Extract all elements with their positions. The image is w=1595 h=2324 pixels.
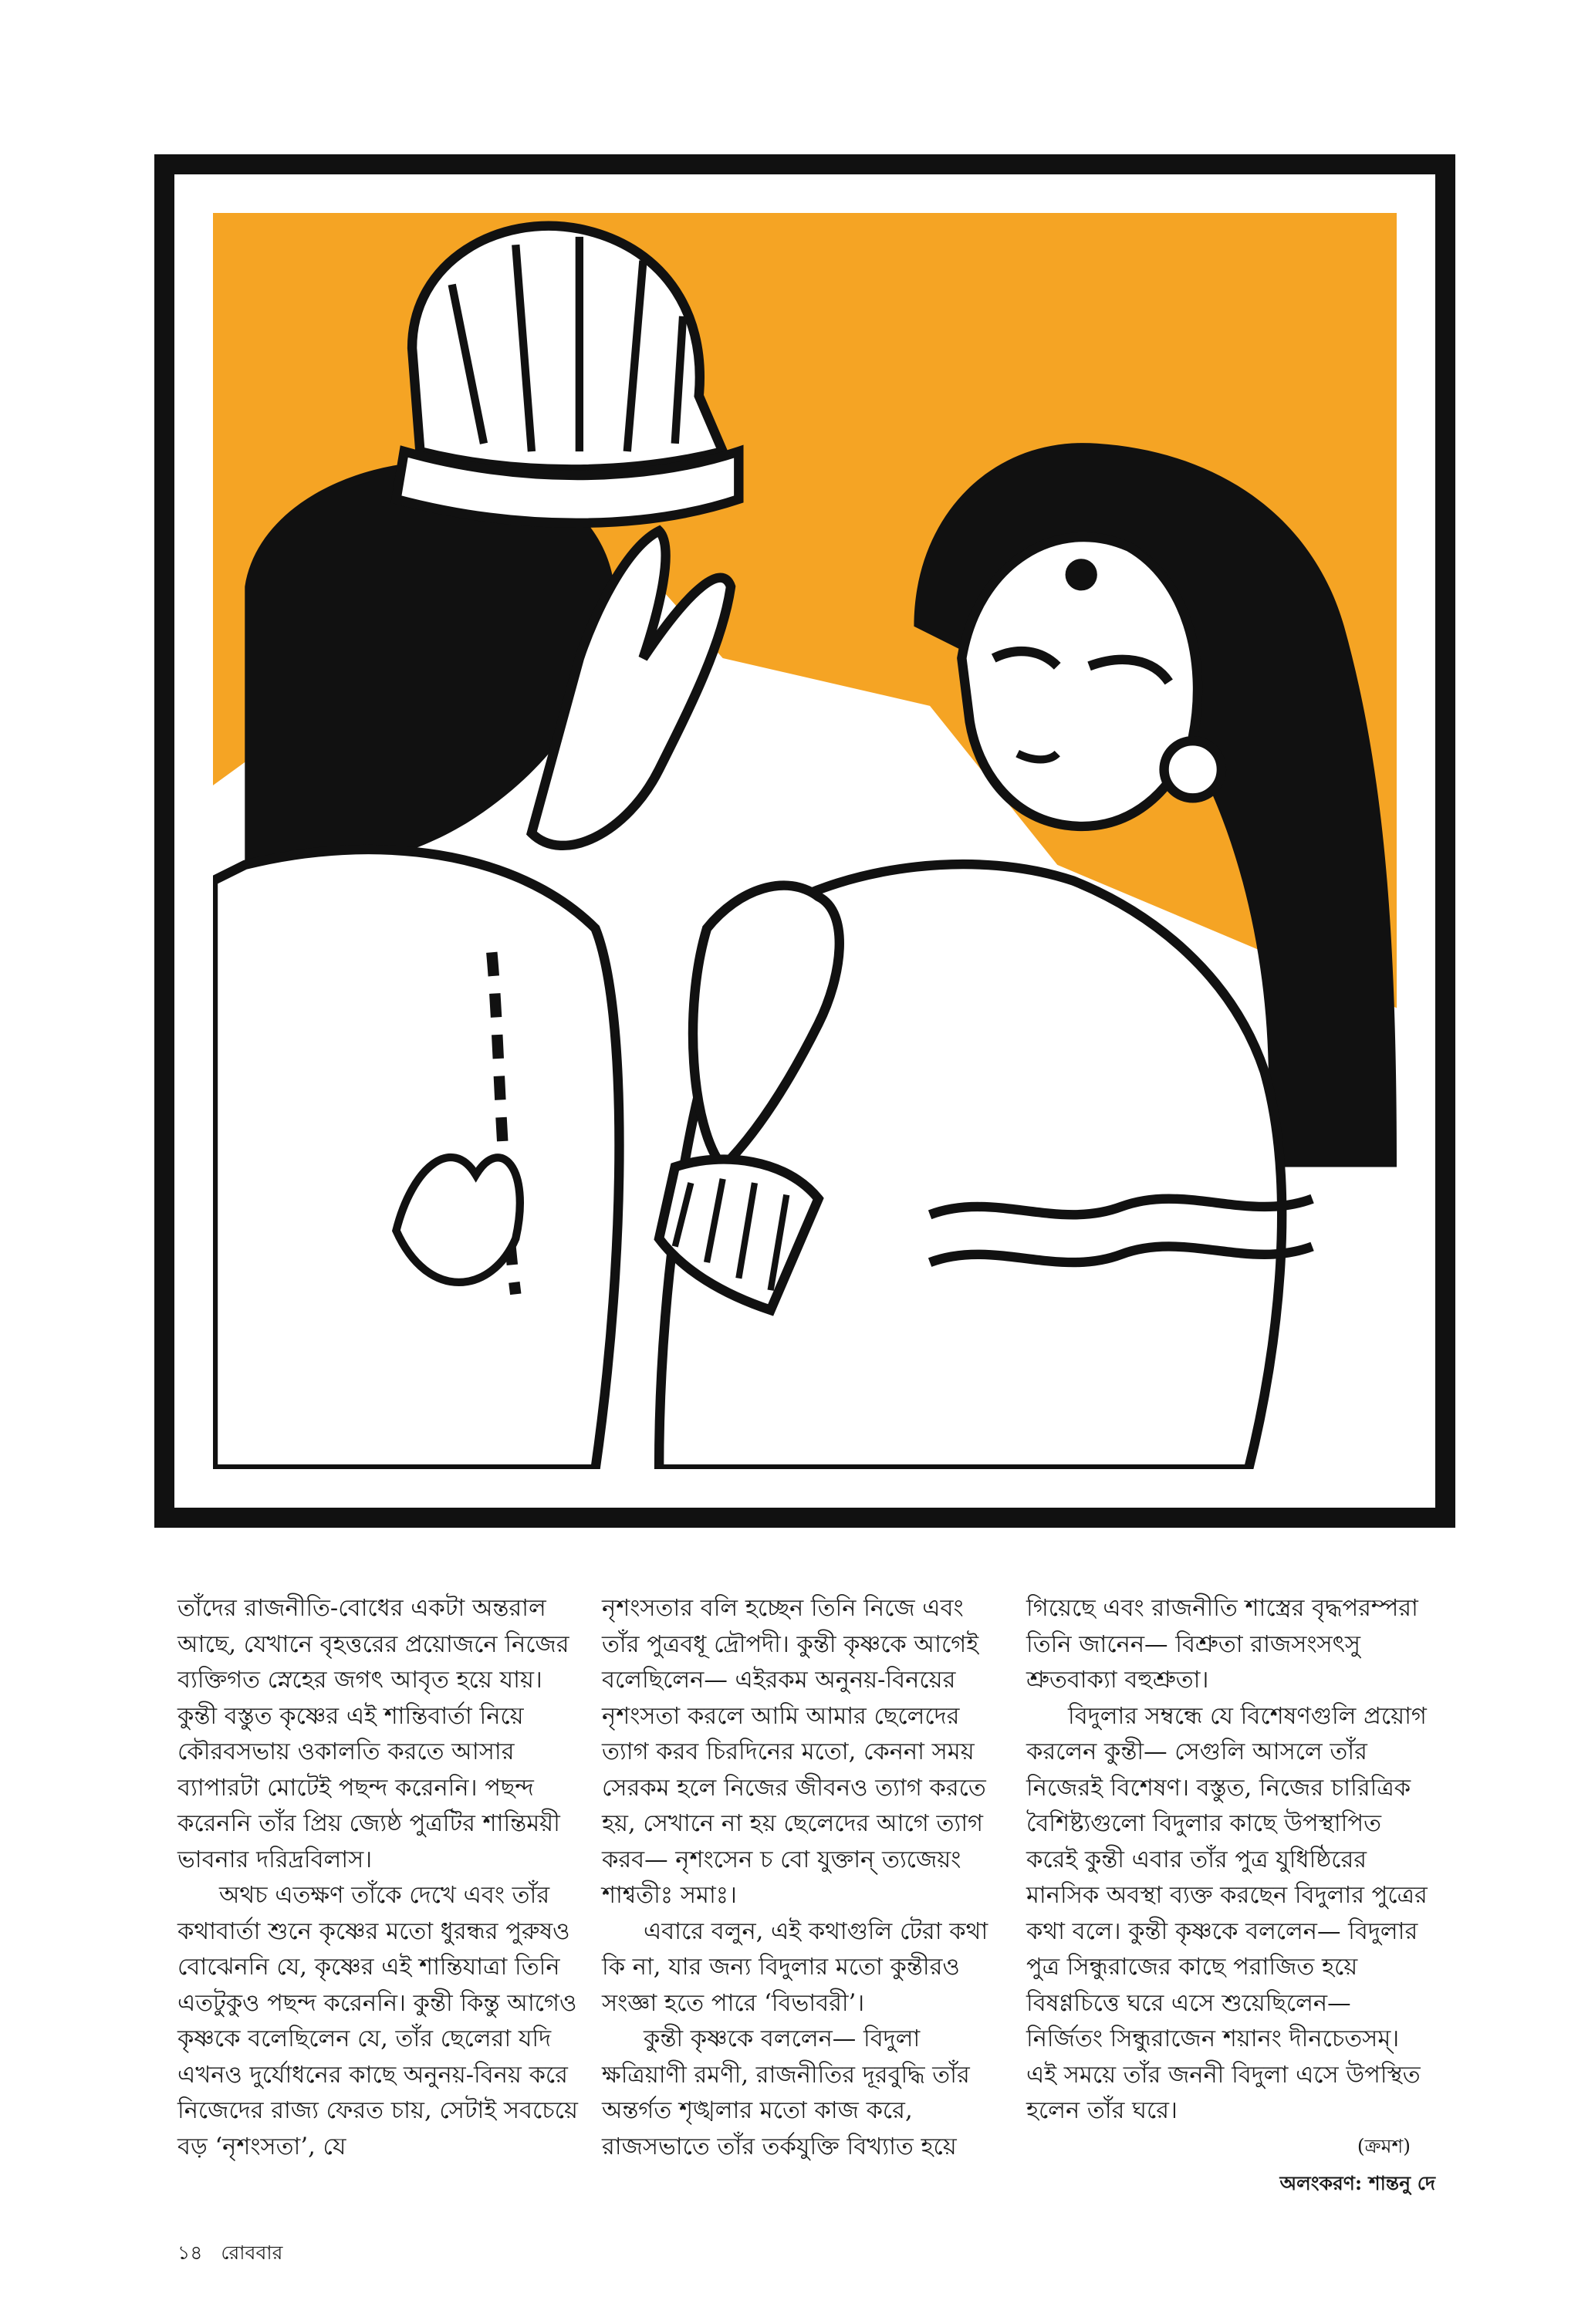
paragraph: গিয়েছে এবং রাজনীতি শাস্ত্রের বৃদ্ধপরম্পরা তিনি জানেন— বিশ্রুতা রাজসংসৎসু শ্রুতবাক্যা বহুশ্রুতা। xyxy=(1026,1595,1418,1694)
illustration-border xyxy=(174,174,1435,1508)
paragraph: বিদুলার সম্বন্ধে যে বিশেষণগুলি প্রয়োগ করলেন কুন্তী— সেগুলি আসলে তাঁর নিজেরই বিশেষণ। বস্তুত, নিজের চারিত্রিক বৈশিষ্ট্যগুলো বিদুলার কাছে উপস্থাপিত করেই কুন্তী এবার তাঁর পুত্র যুধিষ্ঠিরের মানসিক অবস্থা ব্যক্ত করছেন বিদুলার পুত্রের কথা বলে। কুন্তী কৃষ্ণকে বললেন— বিদুলার পুত্র সিন্ধুরাজের কাছে পরাজিত হয়ে বিষণ্ণচিত্তে ঘরে এসে শুয়েছিলেন— নির্জিতং সিন্ধুরাজেন শয়ানং দীনচেতসম্। এই সময়ে তাঁর জননী বিদুলা এসে উপস্থিত হলেন তাঁর ঘরে। xyxy=(1026,1702,1428,2124)
paragraph: অথচ এতক্ষণ তাঁকে দেখে এবং তাঁর কথাবার্তা শুনে কৃষ্ণের মতো ধুরন্ধর পুরুষও বোঝেননি যে, কৃষ্ণের এই শান্তিযাত্রা তিনি এতটুকুও পছন্দ করেননি। কুন্তী কিন্তু আগেও কৃষ্ণকে বলেছিলেন যে, তাঁর ছেলেরা যদি এখনও দুর্যোধনের কাছে অনুনয়-বিনয় করে নিজেদের রাজ্য ফেরত চায়, সেটাই সবচেয়ে বড় ‘নৃশংসতা’, যে xyxy=(177,1882,578,2160)
paragraph: তাঁদের রাজনীতি-বোধের একটা অন্তরাল আছে, যেখানে বৃহত্তরের প্রয়োজনে নিজের ব্যক্তিগত স্নেহের জগৎ আবৃত হয়ে যায়। কুন্তী বস্তুত কৃষ্ণের এই শান্তিবার্তা নিয়ে কৌরবসভায় ওকালতি করতে আসার ব্যাপারটা মোটেই পছন্দ করেননি। পছন্দ করেননি তাঁর প্রিয় জ্যেষ্ঠ পুত্রটির শান্তিময়ী ভাবনার দরিদ্রবিলাস। xyxy=(177,1595,569,1873)
paragraph: এবারে বলুন, এই কথাগুলি টেরা কথা কি না, যার জন্য বিদুলার মতো কুন্তীরও সংজ্ঞা হতে পারে ‘বিভাবরী’। xyxy=(602,1917,988,2017)
bindi-icon xyxy=(1066,559,1097,590)
page-footer xyxy=(177,2238,295,2268)
krishna-garment xyxy=(213,850,619,1469)
column-2 xyxy=(602,1591,1003,2165)
paragraph: কুন্তী কৃষ্ণকে বললেন— বিদুলা ক্ষত্রিয়াণী রমণী, রাজনীতির দূরবুদ্ধি তাঁর অন্তর্গত শৃঙ্খলার মতো কাজ করে, রাজসভাতে তাঁর তর্কযুক্তি বিখ্যাত হয়ে xyxy=(602,2025,970,2160)
publication-name: রোববার xyxy=(221,2241,283,2264)
article-body xyxy=(177,1591,1435,2194)
earring-icon xyxy=(1164,741,1222,798)
column-1 xyxy=(177,1591,579,2165)
paragraph: নৃশংসতার বলি হচ্ছেন তিনি নিজে এবং তাঁর পুত্রবধূ দ্রৌপদী। কুন্তী কৃষ্ণকে আগেই বলেছিলেন— এইরকম অনুনয়-বিনয়ের নৃশংসতা করলে আমি আমার ছেলেদের ত্যাগ করব চিরদিনের মতো, কেননা সময় সেরকম হলে নিজের জীবনও ত্যাগ করতে হয়, সেখানে না হয় ছেলেদের আগে ত্যাগ করব— নৃশংসেন চ বো যুক্তান্ ত্যজেয়ং শাশ্বতীঃ সমাঃ। xyxy=(602,1595,986,1909)
illustration-artwork xyxy=(213,213,1397,1469)
column-3 xyxy=(1026,1591,1428,2130)
illustration-credit: অলংকরণ: শান্তনু দে xyxy=(1279,2172,1435,2194)
illustration-frame xyxy=(154,154,1455,1528)
krishna-kunti-illustration xyxy=(213,213,1397,1469)
continued-label: (ক্রমশ) xyxy=(1357,2135,1411,2157)
page-number: ১৪ xyxy=(177,2241,203,2264)
